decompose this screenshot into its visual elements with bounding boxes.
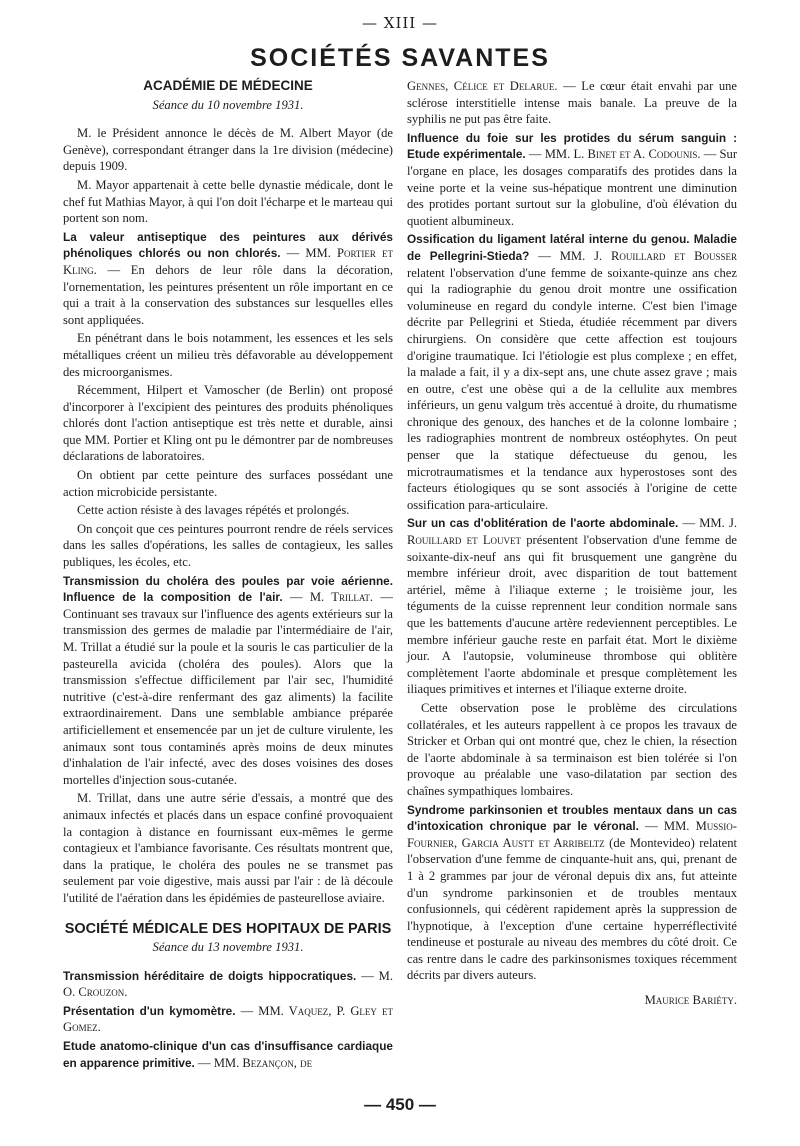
communication-title: Influence du foie sur les protides du sérum sanguin : Etude expérimentale. bbox=[407, 130, 737, 162]
paragraph: M. le Président annonce le décès de M. Albert Mayor (de Genève), correspondant étranger dans la 1re division (médecine) depuis 1909. bbox=[63, 126, 393, 174]
communication-authors: — MM. Portier et Kling. bbox=[63, 246, 393, 277]
communication-title: Transmission du choléra des poules par voie aérienne. Influence de la composition de l'air. bbox=[63, 573, 393, 605]
seance-date: Séance du 13 novembre 1931. bbox=[152, 940, 304, 955]
communication bbox=[407, 231, 737, 513]
communication-text: — Sur l'organe en place, les dosages comparatifs des protides dans la veine porte et la veine sus-hépatique montrent une diminution des protides portant surtout sur la globuline, d'où élévation du quotient albumineux. bbox=[407, 147, 738, 228]
communication-title: Transmission héréditaire de doigts hippocratiques. bbox=[63, 968, 357, 983]
left-column bbox=[63, 78, 393, 1073]
communication-authors: — MM. Mussio-Fournier, Garcia Austt et Arribeltz bbox=[407, 819, 737, 850]
communication bbox=[63, 1038, 393, 1071]
paragraph: M. Mayor appartenait à cette belle dynastie médicale, dont le chef fut Mathias Mayor, à qui l'on doit l'écharpe et le marteau qui portent son nom. bbox=[63, 177, 393, 226]
paragraph: Cette observation pose le problème des circulations collatérales, et les auteurs rappellent à ce propos les travaux de Stricker et Orban qui ont montré que, chez le chien, la résection de l'aorte abdominale à sa terminaison est bien tolérée si l'on provoque au préalable une vaso-dilatation par section des chaînes sympathiques lombaires. bbox=[407, 700, 737, 798]
seance-date: Séance du 10 novembre 1931. bbox=[152, 97, 304, 112]
communication-title: Ossification du ligament latéral interne du genou. Maladie de Pellegrini-Stieda? bbox=[407, 232, 737, 263]
page-number: — 450 — bbox=[364, 1095, 436, 1114]
communication-title: Présentation d'un kymomètre. bbox=[63, 1003, 236, 1018]
author-signature: Maurice Bariéty. bbox=[644, 993, 737, 1008]
communication-title: Etude anatomo-clinique d'un cas d'insuffisance cardiaque en apparence primitive. bbox=[63, 1039, 393, 1070]
communication-title: La valeur antiseptique des peintures aux dérivés phénoliques chlorés ou non chlorés. bbox=[63, 229, 393, 261]
communication bbox=[63, 573, 393, 789]
communication-authors: — M. Trillat. bbox=[289, 590, 374, 605]
communication-title: Sur un cas d'oblitération de l'aorte abdominale. bbox=[407, 516, 679, 531]
communication-continued bbox=[407, 78, 737, 128]
communication bbox=[407, 515, 737, 698]
paragraph: Récemment, Hilpert et Vamoscher (de Berlin) ont proposé d'incorporer à l'excipient des peintures des produits phénoliques chlorés dont l'action antiseptique est très nette et durable, ainsi que MM. Portier et Kling ont pu le démontrer par de nombreuses déclarations de laboratoires. bbox=[63, 383, 393, 464]
communication-authors: Gennes, Célice et Delarue. bbox=[407, 79, 558, 93]
page-title: SOCIÉTÉS SAVANTES bbox=[250, 44, 550, 72]
communication-authors: — M. O. Crouzon. bbox=[63, 968, 394, 1000]
communication bbox=[63, 229, 393, 329]
communication-text: relatent l'observation d'une femme de soixante-quinze ans chez qui la radiographie du genou droit montre une ossification volumineuse en regard du condyle interne. C'est bien l'image décrite par Pellegrini et Stieda, étudiée récemment par divers chirurgiens. On considère que cette affection est toujours d'origine traumatique. Ici l'étiologie est plus complexe ; en effet, la malade a fait, il y a dix-sept ans, une chute assez grave ; mais en outre, c'est une obèse qui a de la cellulite aux membres inférieurs, un genu valgum très accentué à droite, du rhumatisme chronique des genoux, des hanches et de la colonne lombaire ; les radiographies montrent de nombreux ostéophytes. On peut penser que la statique défectueuse du genou, les microtraumatismes et la tendance aux hyperostoses sont des facteurs étiologiques qu se sont associés à l'origine de cette ossification para-articulaire. bbox=[407, 265, 737, 512]
communication-text: — Continuant ses travaux sur l'influence des agents extérieurs sur la transmission des germes de maladie par l'intermédiaire de l'air, M. Trillat a étudié sur la poule et la souris le cas particulier de la pasteurella avicida (choléra des poules). Alors que la transmission s'effectue difficilement par l'air sec, l'humidité nutritive (c'est-à-dire renfermant des gaz aliments) la facilite extraordinairement. Dans une semblable ambiance préparée artificiellement et ensemencée par un jet de culture virulente, les animaux sont tous contaminés après moins de deux minutes d'inhalation de l'air infecté, avec des doses voisines des doses mortelles d'injection sous-cutanée. bbox=[63, 590, 393, 787]
communication-authors: — MM. Vaquez, P. Gley et Gomez. bbox=[63, 1003, 393, 1035]
communication-text: présentent l'observation d'une femme de soixante-dix-neuf ans qui fit brusquement une gangrène du membre inférieur droit, avec disparition de tout battement artériel, même à l'iliaque externe ; le troisième jour, les téguments de la cuisse reprennent leur condition normale sans que les battements d'aucune artère redeviennent perceptibles. Le membre inférieur gauche reste en parfait état. Mort le dixième jour. A l'autopsie, volumineuse thrombose qui oblitère complètement l'aorte abdominale et presque complètement les iliaques primitives et internes et l'iliaque externe droite. bbox=[407, 533, 737, 697]
communication-text: (de Montevideo) relatent l'observation d'une femme de cinquante-huit ans, qui, prenant de 1 à 2 grammes par jour de véronal depuis dix ans, fut atteinte d'un syndrome parkinsonien et de troubles mentaux confusionnels, qui cédèrent rapidement après la suppression de l'hypnotique, à l'exception d'une certaine hyperréflectivité tendineuse et posturale au niveau des membres du côté droit. Ce cas rentre dans le cadre des parkinsonismes toxiques récemment décrits par divers auteurs. bbox=[407, 835, 737, 983]
paragraph: On conçoit que ces peintures pourront rendre de réels services dans les salles d'opérations, les salles de contagieux, les salles publiques, les écoles, etc. bbox=[63, 521, 393, 570]
paragraph: En pénétrant dans le bois notamment, les essences et les sels métalliques créent un milieu très défavorable au développement des microorganismes. bbox=[63, 331, 393, 379]
communication bbox=[407, 802, 737, 985]
section-heading-hopitaux: SOCIÉTÉ MÉDICALE DES HOPITAUX DE PARIS bbox=[64, 920, 392, 937]
communication-authors: — MM. L. Binet et A. Codounis. bbox=[528, 147, 701, 162]
communication bbox=[63, 1003, 393, 1036]
paragraph: M. Trillat, dans une autre série d'essais, a montré que des animaux infectés et placés dans un espace confiné provoquaient la contagion à distance en fournissant eux-mêmes le germe contagieux et l'ambiance favorisante. Ces résultats montrent que, dans la pratique, le choléra des poules ne se transmet pas seulement par voie digestive, mais aussi par l'air : de là découle l'utilité de l'aération dans les épidémies de pasteurellose aviaire. bbox=[63, 791, 393, 905]
communication-title: Syndrome parkinsonien et troubles mentaux dans un cas d'intoxication chronique par le véronal. bbox=[407, 802, 737, 834]
communication-text: — En dehors de leur rôle dans la décoration, l'ornementation, les peintures présentent un rôle important en ce qui a trait à la conservation des substances sur lesquelles elles sont appliquées. bbox=[63, 262, 393, 327]
communication-text: — Le cœur était envahi par une sclérose interstitielle intense mais banale. La preuve de la syphilis ne put pas être faite. bbox=[407, 79, 737, 127]
communication-authors: — MM. J. Rouillard et Louvet bbox=[407, 516, 737, 548]
paragraph: On obtient par cette peinture des surfaces possédant une action microbicide persistante. bbox=[63, 468, 393, 499]
communication bbox=[63, 968, 393, 1001]
paragraph: Cette action résiste à des lavages répétés et prolongés. bbox=[77, 503, 350, 518]
right-column bbox=[407, 78, 737, 1011]
communication-authors: — MM. Bezançon, de bbox=[197, 1055, 313, 1070]
running-head: — XIII — bbox=[362, 14, 438, 32]
communication-authors: — MM. J. Rouillard et Bousser bbox=[538, 248, 737, 263]
communication bbox=[407, 130, 737, 230]
section-heading-academie: ACADÉMIE DE MÉDECINE bbox=[143, 78, 313, 93]
